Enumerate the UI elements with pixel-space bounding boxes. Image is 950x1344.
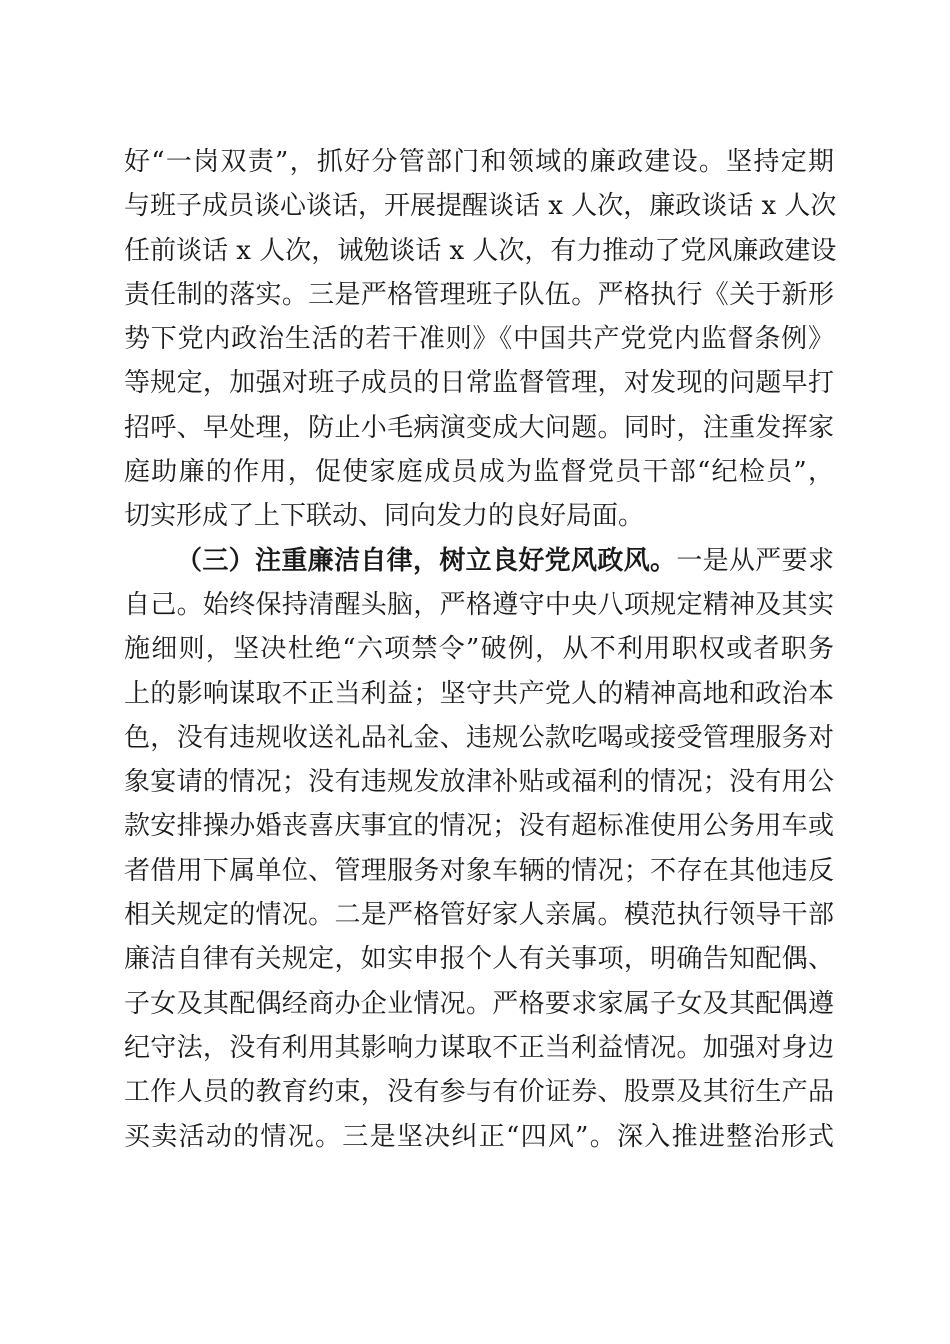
paragraph-2 — [124, 539, 834, 1159]
text-line: 庭助廉的作用，促使家庭成员成为监督党员干部“纪检员”， — [124, 457, 834, 488]
text-line: 买卖活动的情况。三是坚决纠正“四风”。深入推进整治形式 — [124, 1121, 834, 1152]
text-line: 自己。始终保持清醒头脑，严格遵守中央八项规定精神及其实 — [124, 589, 834, 620]
text-line: 上的影响谋取不正当利益；坚守共产党人的精神高地和政治本 — [124, 678, 834, 709]
text-line: 与班子成员谈心谈话，开展提醒谈话 x 人次，廉政谈话 x 人次 — [124, 191, 837, 222]
text-line: 者借用下属单位、管理服务对象车辆的情况；不存在其他违反 — [124, 855, 834, 886]
text-line: 象宴请的情况；没有违规发放津补贴或福利的情况；没有用公 — [124, 767, 834, 798]
text-line: 责任制的落实。三是严格管理班子队伍。严格执行《关于新形 — [124, 279, 834, 310]
text-line: 势下党内政治生活的若干准则》《中国共产党党内监督条例》 — [124, 324, 834, 355]
text-line: 色，没有违规收送礼品礼金、违规公款吃喝或接受管理服务对 — [124, 722, 834, 753]
text-line: 切实形成了上下联动、同向发力的良好局面。 — [124, 501, 645, 532]
text-line: 施细则，坚决杜绝“六项禁令”破例，从不利用职权或者职务 — [124, 634, 834, 665]
text-line: 任前谈话 x 人次，诫勉谈话 x 人次，有力推动了党风廉政建设 — [124, 235, 837, 266]
text-line: 子女及其配偶经商办企业情况。严格要求家属子女及其配偶遵 — [124, 988, 834, 1019]
text-line: 工作人员的教育约束，没有参与有价证券、股票及其衍生产品 — [124, 1077, 834, 1108]
paragraph-1 — [124, 140, 837, 539]
text-line: 款安排操办婚丧喜庆事宜的情况；没有超标准使用公务用车或 — [124, 811, 834, 842]
section-heading: （三）注重廉洁自律，树立良好党风政风。 — [176, 545, 677, 576]
text-run: 一是从严要求 — [676, 545, 834, 576]
text-line: 等规定，加强对班子成员的日常监督管理，对发现的问题早打 — [124, 368, 834, 399]
document-body — [124, 140, 837, 1159]
text-line: 相关规定的情况。二是严格管好家人亲属。模范执行领导干部 — [124, 900, 834, 931]
text-line-with-heading — [124, 539, 834, 583]
text-line: 好“一岗双责”，抓好分管部门和领域的廉政建设。坚持定期 — [124, 147, 834, 177]
text-line: 招呼、早处理，防止小毛病演变成大问题。同时，注重发挥家 — [124, 412, 834, 443]
text-line: 纪守法，没有利用其影响力谋取不正当利益情况。加强对身边 — [124, 1032, 834, 1063]
text-line: 廉洁自律有关规定，如实申报个人有关事项，明确告知配偶、 — [124, 944, 834, 975]
